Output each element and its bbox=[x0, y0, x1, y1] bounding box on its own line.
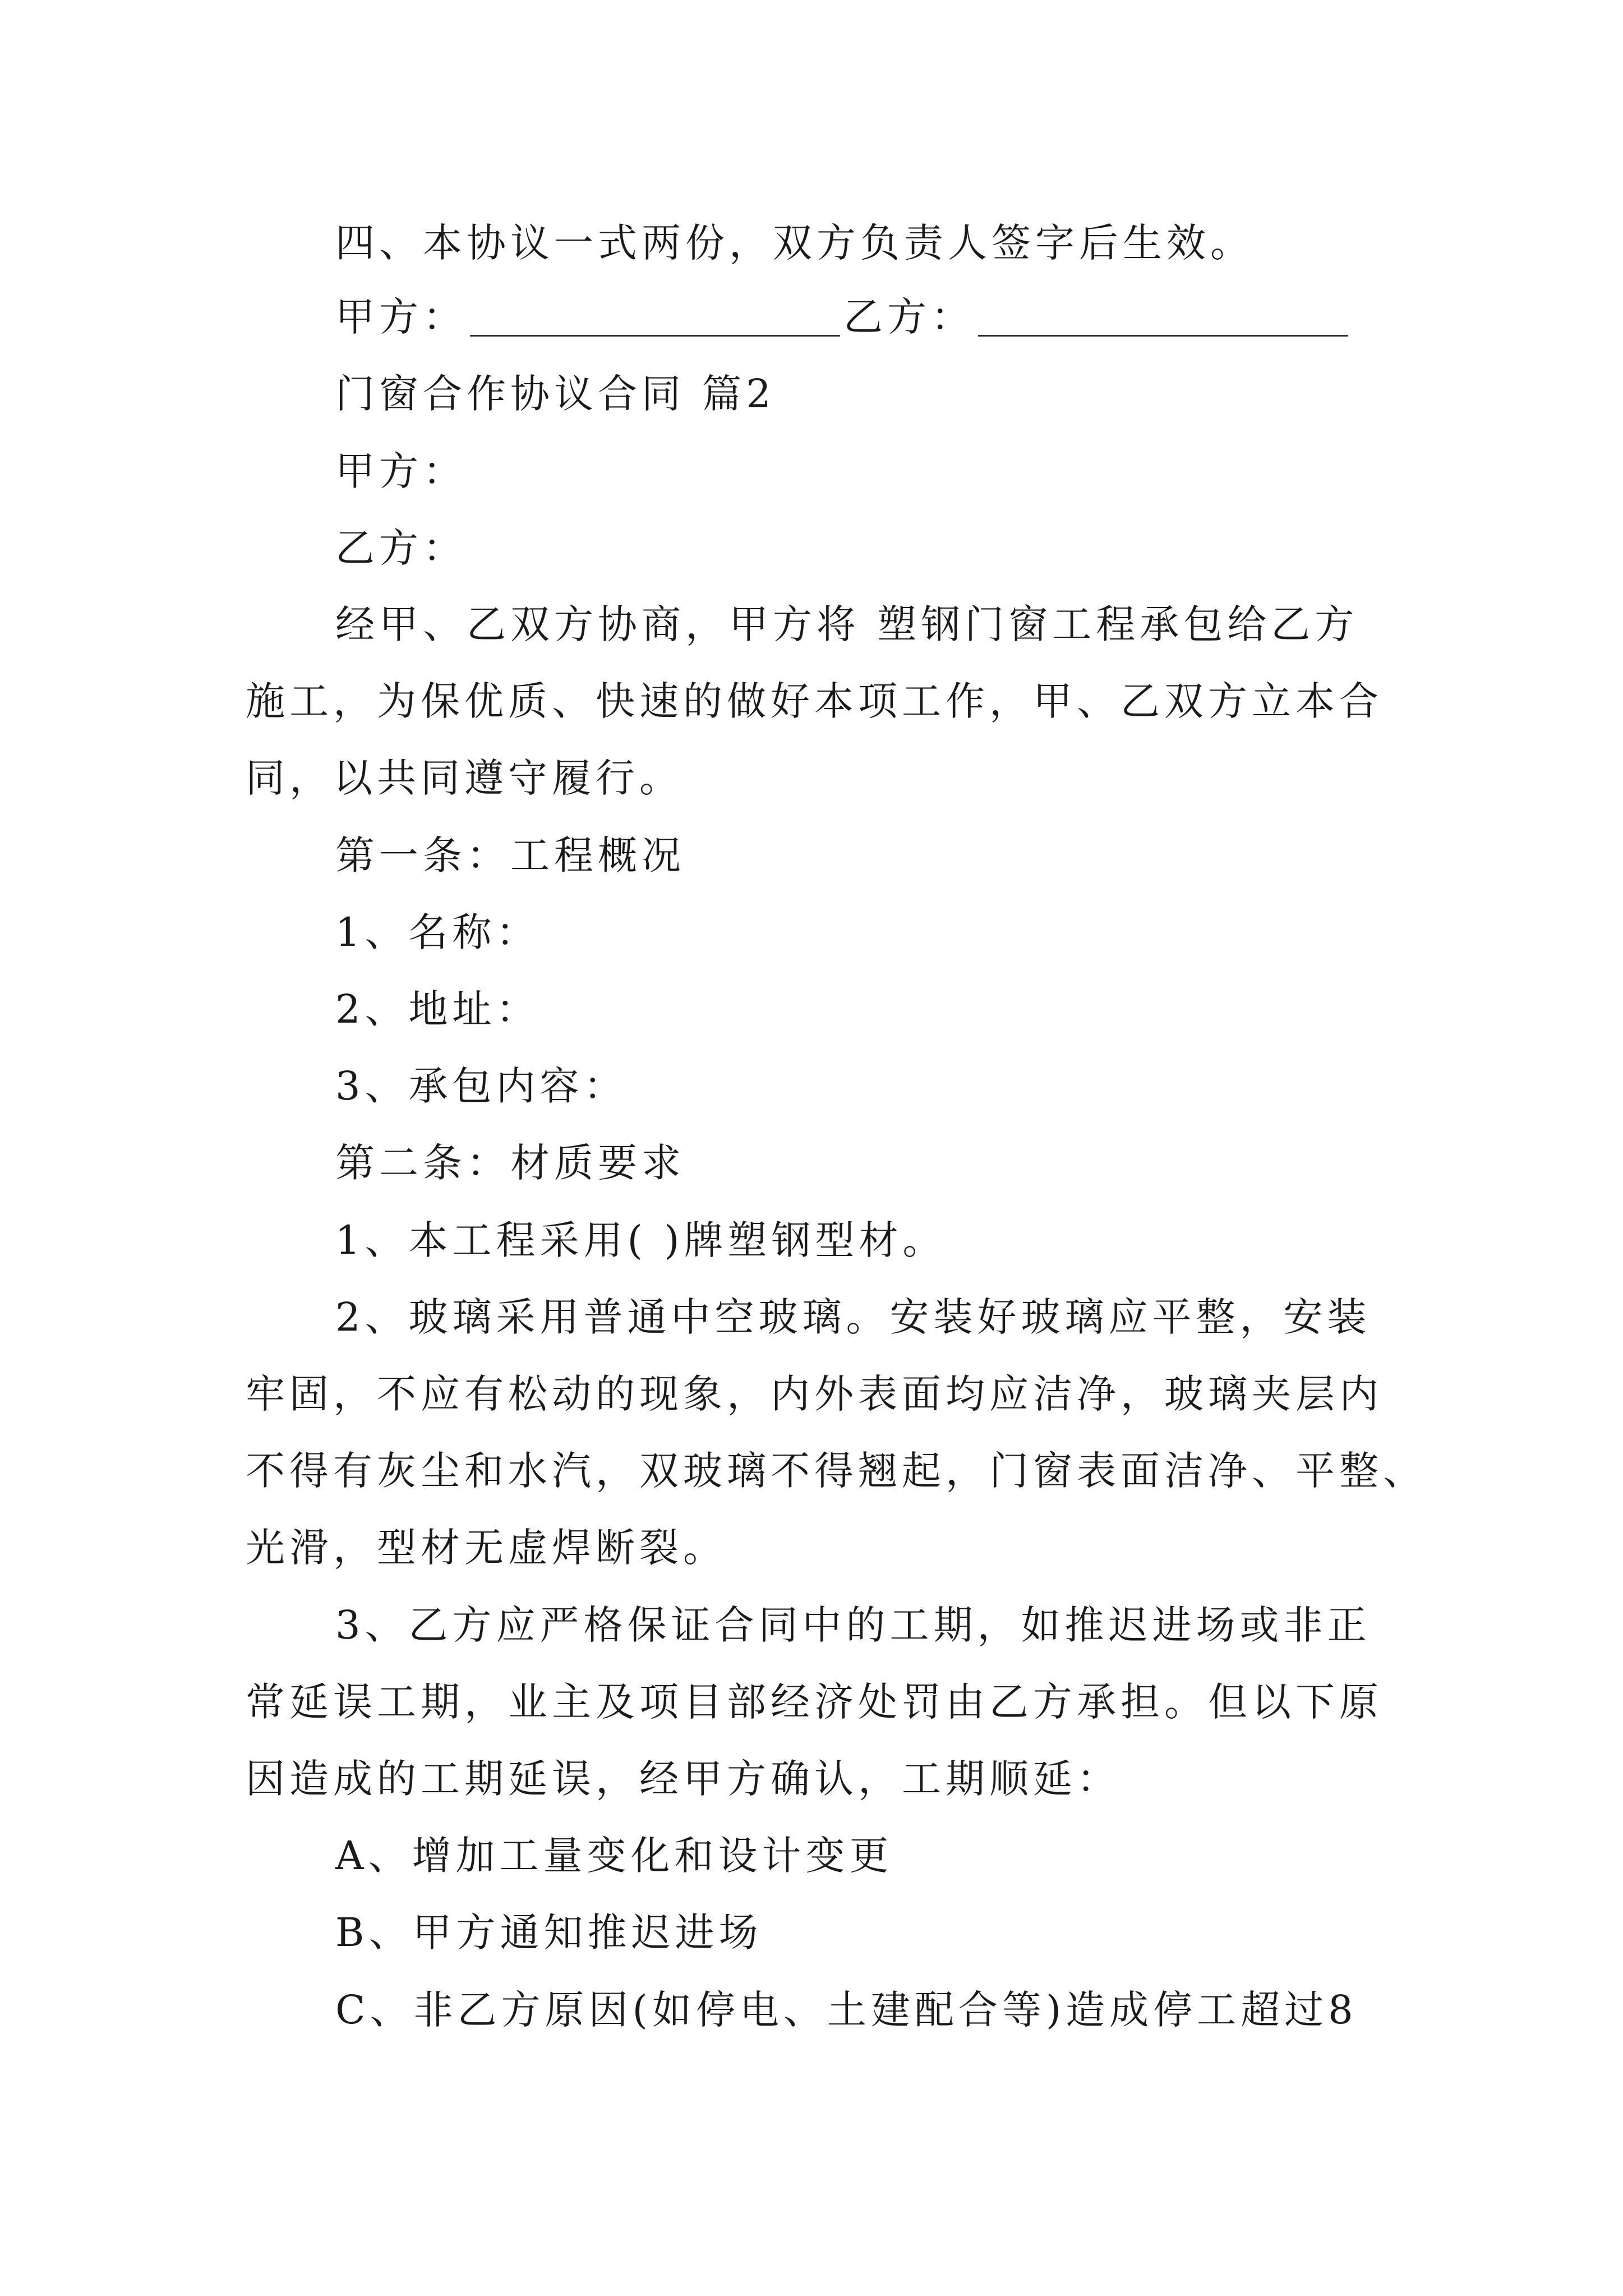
party-a-line: 甲方： bbox=[335, 448, 467, 494]
delay-reason-b: B、甲方通知推迟进场 bbox=[335, 1910, 763, 1955]
article-2-item-2-line-1: 2、玻璃采用普通中空玻璃。安装好玻璃应平整，安装 bbox=[335, 1294, 1371, 1340]
intro-line-3: 同，以共同遵守履行。 bbox=[246, 755, 683, 801]
article-2-item-3-line-2: 常延误工期，业主及项目部经济处罚由乙方承担。但以下原 bbox=[246, 1679, 1383, 1725]
signature-party-a-label: 甲方： bbox=[335, 294, 467, 340]
signature-party-a-blank bbox=[470, 303, 840, 337]
article-1-item-3: 3、承包内容： bbox=[335, 1063, 628, 1109]
party-b-line: 乙方： bbox=[335, 525, 467, 571]
article-2-item-2-line-2: 牢固，不应有松动的现象，内外表面均应洁净，玻璃夹层内 bbox=[246, 1371, 1383, 1417]
delay-reason-c: C、非乙方原因(如停电、土建配合等)造成停工超过8 bbox=[335, 1987, 1358, 2033]
clause-4-effect: 四、本协议一式两份，双方负责人签字后生效。 bbox=[335, 220, 1254, 266]
article-1-title: 第一条：工程概况 bbox=[335, 832, 685, 878]
signature-party-b-blank bbox=[978, 303, 1348, 337]
article-2-item-2-line-4: 光滑，型材无虚焊断裂。 bbox=[246, 1525, 727, 1571]
delay-reason-a: A、增加工量变化和设计变更 bbox=[335, 1833, 893, 1879]
article-2-item-1: 1、本工程采用( )牌塑钢型材。 bbox=[335, 1217, 947, 1263]
article-1-item-1: 1、名称： bbox=[335, 909, 540, 955]
article-2-item-3-line-1: 3、乙方应严格保证合同中的工期，如推迟进场或非正 bbox=[335, 1602, 1371, 1648]
signature-party-b-label: 乙方： bbox=[843, 294, 975, 340]
article-2-item-3-line-3: 因造成的工期延误，经甲方确认，工期顺延： bbox=[246, 1756, 1121, 1802]
intro-line-2: 施工，为保优质、快速的做好本项工作，甲、乙双方立本合 bbox=[246, 678, 1383, 724]
article-1-item-2: 2、地址： bbox=[335, 986, 540, 1032]
article-2-title: 第二条：材质要求 bbox=[335, 1140, 685, 1186]
article-2-item-2-line-3: 不得有灰尘和水汽，双玻璃不得翘起，门窗表面洁净、平整、 bbox=[246, 1448, 1427, 1494]
section-title: 门窗合作协议合同 篇2 bbox=[335, 371, 776, 417]
signature-row bbox=[335, 294, 1352, 340]
intro-line-1: 经甲、乙双方协商，甲方将 塑钢门窗工程承包给乙方 bbox=[335, 601, 1359, 647]
